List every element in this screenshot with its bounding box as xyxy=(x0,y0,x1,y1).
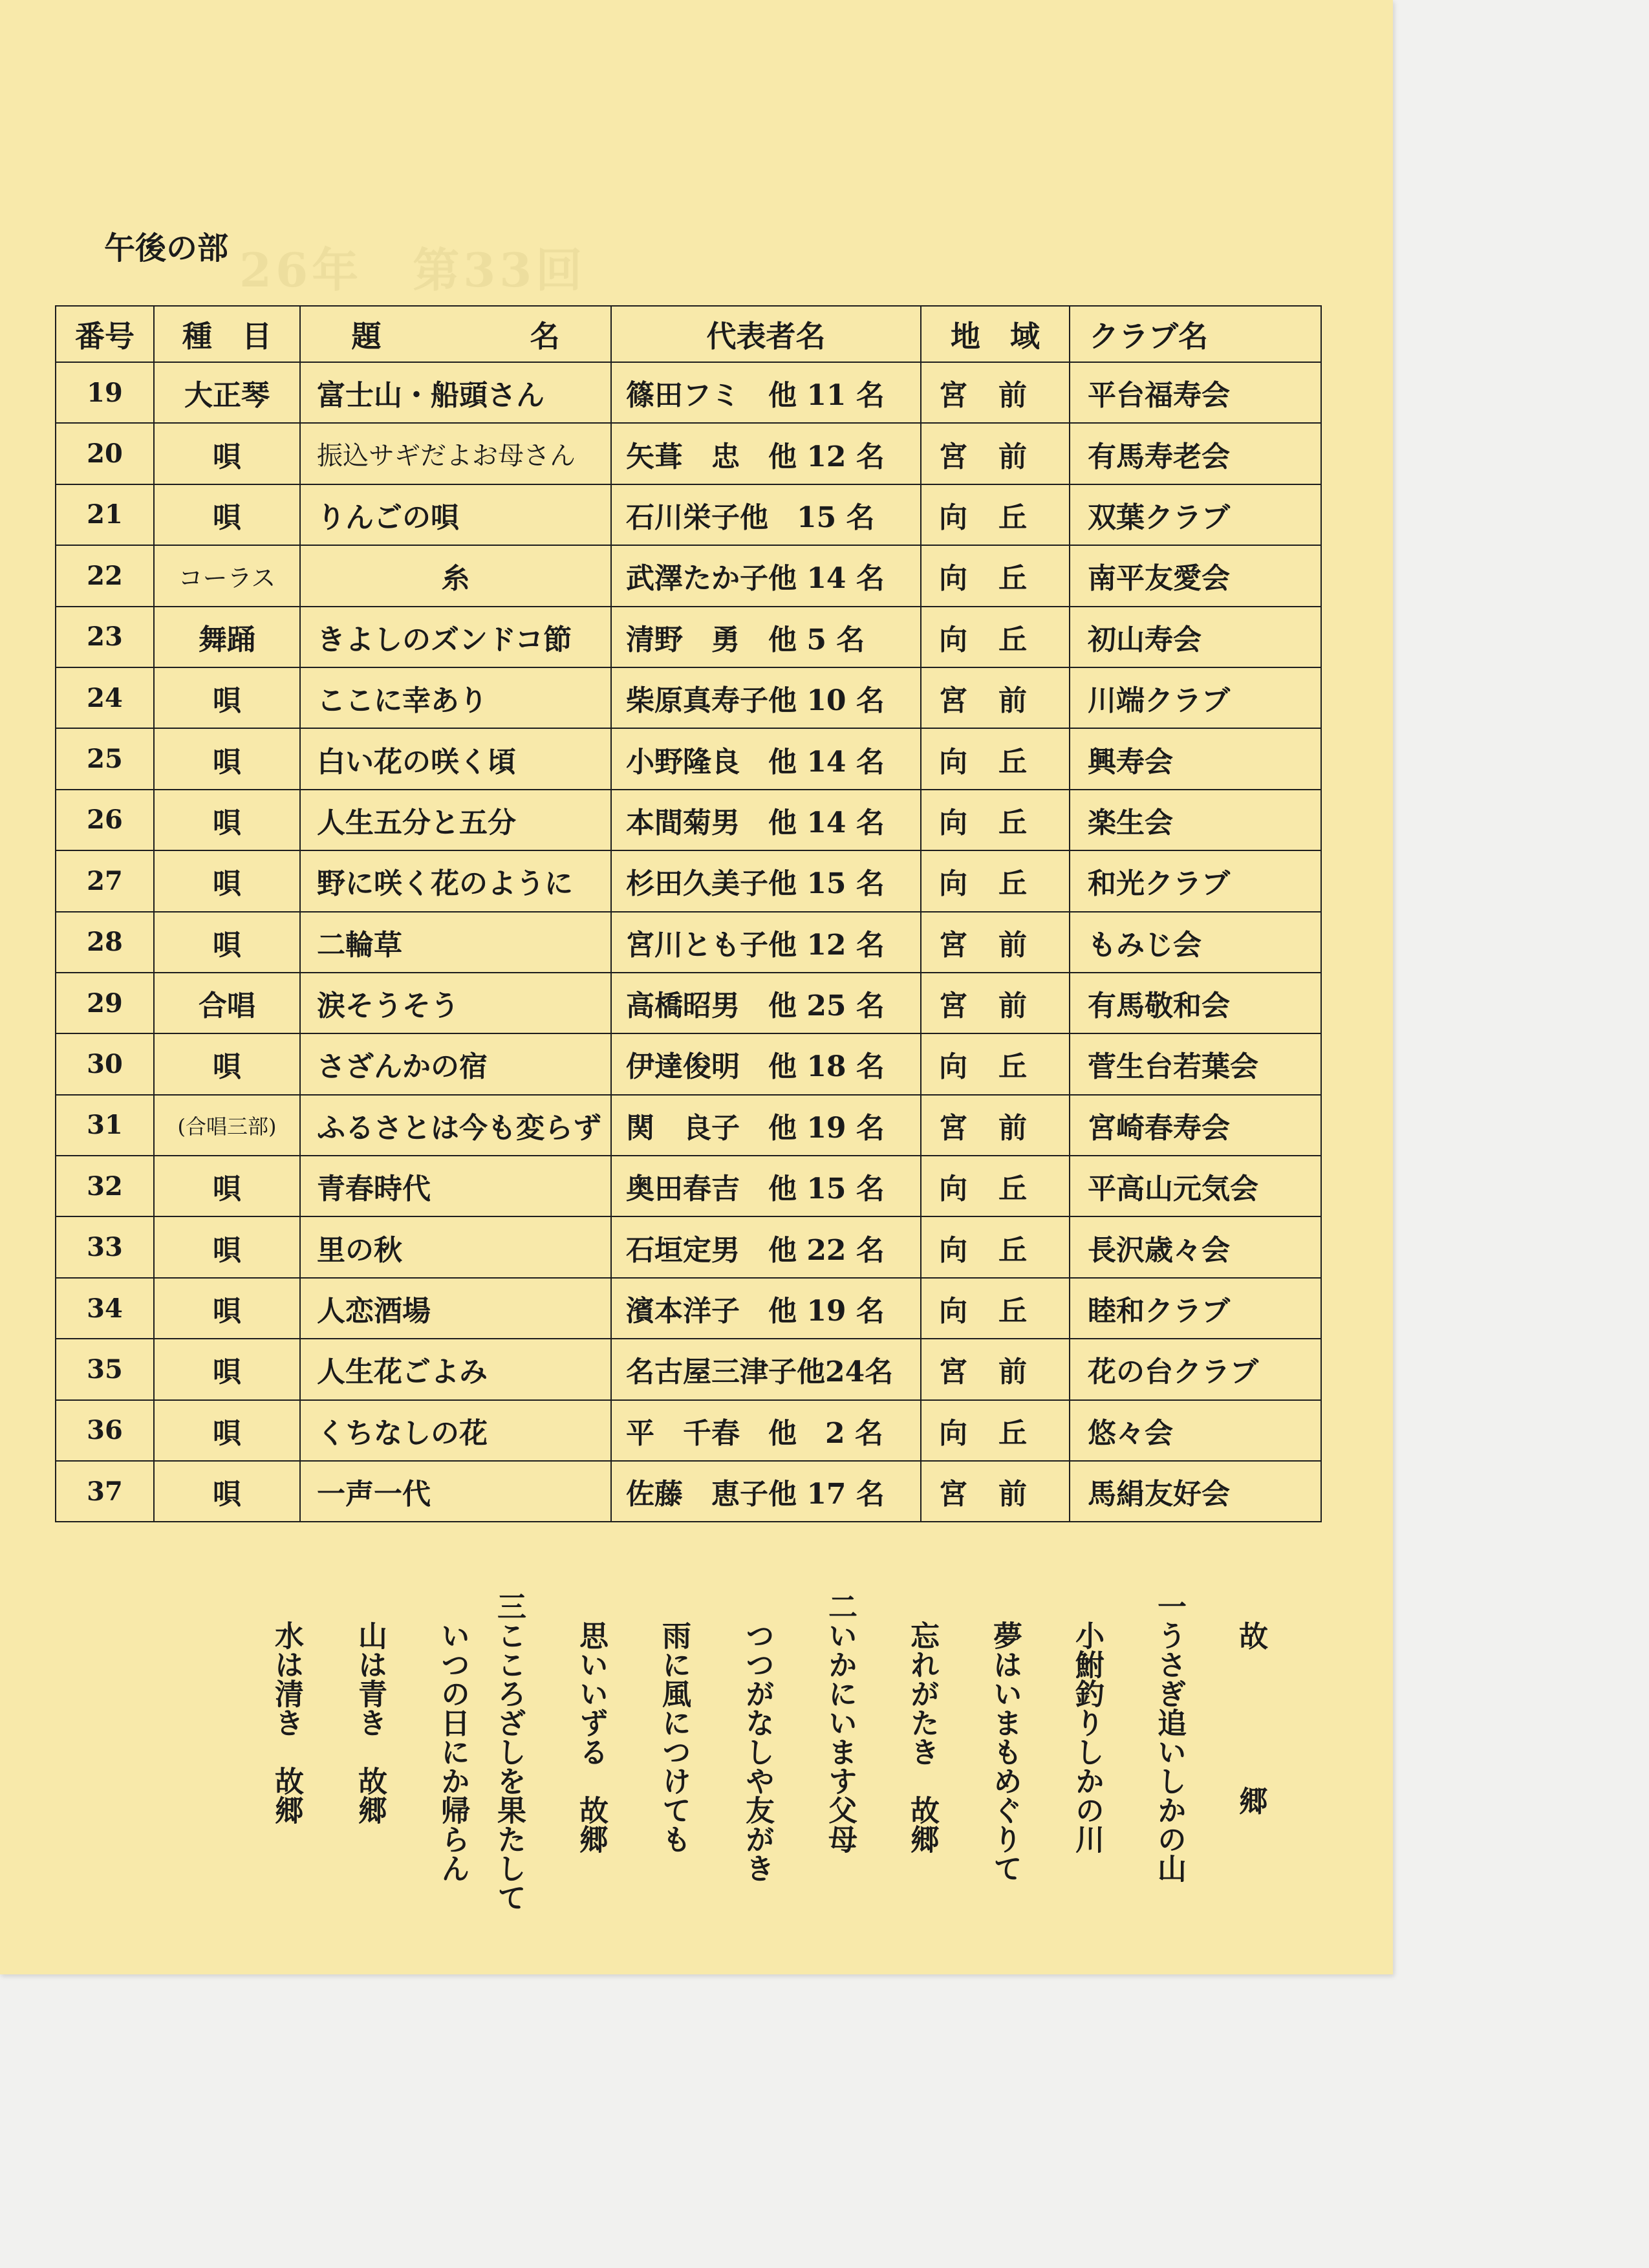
row-club: 平台福寿会 xyxy=(1070,362,1321,423)
table-row xyxy=(56,1033,1321,1094)
row-number: 35 xyxy=(56,1339,154,1399)
section-title: 午後の部 xyxy=(104,230,229,266)
row-title: 一声一代 xyxy=(300,1461,611,1522)
song-line: 山は青き 故郷 xyxy=(353,1621,387,1824)
row-genre: コーラス xyxy=(154,545,300,606)
row-area: 宮 前 xyxy=(921,423,1070,484)
header-number: 番号 xyxy=(56,306,154,362)
row-number: 29 xyxy=(56,973,154,1033)
table-row xyxy=(56,1278,1321,1339)
row-title: 青春時代 xyxy=(300,1156,611,1216)
row-number: 28 xyxy=(56,912,154,973)
song-line: 忘れがたき 故郷 xyxy=(905,1621,940,1853)
row-genre: 唄 xyxy=(154,1461,300,1522)
song-title-char: 故 xyxy=(1239,1619,1269,1654)
table-row xyxy=(56,484,1321,545)
row-leader: 伊達俊明 他 18 名 xyxy=(611,1033,921,1094)
table-header-row xyxy=(56,306,1321,362)
row-title: 里の秋 xyxy=(300,1216,611,1277)
song-line: 雨に風につけても xyxy=(657,1621,691,1853)
row-leader: 武澤たか子他 14 名 xyxy=(611,545,921,606)
song-line: 小鮒釣りしかの川 xyxy=(1070,1621,1105,1853)
row-club: 長沢歳々会 xyxy=(1070,1216,1321,1277)
table-row xyxy=(56,362,1321,423)
row-leader: 石垣定男 他 22 名 xyxy=(611,1216,921,1277)
table-row xyxy=(56,1216,1321,1277)
row-area: 宮 前 xyxy=(921,667,1070,728)
row-genre: 唄 xyxy=(154,850,300,911)
row-genre: 唄 xyxy=(154,484,300,545)
row-club: 有馬敬和会 xyxy=(1070,973,1321,1033)
row-leader: 関 良子 他 19 名 xyxy=(611,1095,921,1156)
row-genre: (合唱三部) xyxy=(154,1095,300,1156)
program-table xyxy=(55,305,1322,1522)
table-row xyxy=(56,1461,1321,1522)
row-leader: 柴原真寿子他 10 名 xyxy=(611,667,921,728)
row-title: 振込サギだよお母さん xyxy=(300,423,611,484)
row-leader: 宮川とも子他 12 名 xyxy=(611,912,921,973)
row-number: 30 xyxy=(56,1033,154,1094)
row-area: 向 丘 xyxy=(921,1156,1070,1216)
row-genre: 唄 xyxy=(154,423,300,484)
row-club: 花の台クラブ xyxy=(1070,1339,1321,1399)
row-club: 有馬寿老会 xyxy=(1070,423,1321,484)
song-line: いつの日にか帰らん xyxy=(436,1621,470,1883)
row-genre: 大正琴 xyxy=(154,362,300,423)
row-leader: 名古屋三津子他24名 xyxy=(611,1339,921,1399)
row-title: 人恋酒場 xyxy=(300,1278,611,1339)
table-row xyxy=(56,790,1321,850)
table-row xyxy=(56,1339,1321,1399)
row-club: 菅生台若葉会 xyxy=(1070,1033,1321,1094)
header-area: 地 域 xyxy=(921,306,1070,362)
row-club: 和光クラブ xyxy=(1070,850,1321,911)
row-area: 向 丘 xyxy=(921,790,1070,850)
row-club: 川端クラブ xyxy=(1070,667,1321,728)
row-number: 34 xyxy=(56,1278,154,1339)
table-row xyxy=(56,973,1321,1033)
row-area: 向 丘 xyxy=(921,1033,1070,1094)
row-number: 21 xyxy=(56,484,154,545)
header-leader: 代表者名 xyxy=(611,306,921,362)
row-club: 興寿会 xyxy=(1070,728,1321,789)
row-title: 涙そうそう xyxy=(300,973,611,1033)
row-title: ここに幸あり xyxy=(300,667,611,728)
table-row xyxy=(56,728,1321,789)
row-title: ふるさとは今も変らず xyxy=(300,1095,611,1156)
row-genre: 唄 xyxy=(154,912,300,973)
table-row xyxy=(56,423,1321,484)
row-title: 人生五分と五分 xyxy=(300,790,611,850)
row-area: 宮 前 xyxy=(921,1461,1070,1522)
row-number: 31 xyxy=(56,1095,154,1156)
row-club: 馬絹友好会 xyxy=(1070,1461,1321,1522)
row-genre: 唄 xyxy=(154,1400,300,1461)
row-number: 24 xyxy=(56,667,154,728)
row-genre: 合唱 xyxy=(154,973,300,1033)
row-club: 双葉クラブ xyxy=(1070,484,1321,545)
table-row xyxy=(56,912,1321,973)
row-club: 宮崎春寿会 xyxy=(1070,1095,1321,1156)
row-title: くちなしの花 xyxy=(300,1400,611,1461)
row-title: さざんかの宿 xyxy=(300,1033,611,1094)
row-area: 宮 前 xyxy=(921,362,1070,423)
row-area: 向 丘 xyxy=(921,728,1070,789)
row-genre: 唄 xyxy=(154,1339,300,1399)
row-genre: 唄 xyxy=(154,667,300,728)
table-row xyxy=(56,1156,1321,1216)
row-leader: 高橋昭男 他 25 名 xyxy=(611,973,921,1033)
row-number: 37 xyxy=(56,1461,154,1522)
row-area: 向 丘 xyxy=(921,545,1070,606)
row-number: 19 xyxy=(56,362,154,423)
song-title xyxy=(1239,1619,1269,1819)
table-row xyxy=(56,545,1321,606)
song-title-char: 郷 xyxy=(1239,1784,1269,1819)
row-number: 32 xyxy=(56,1156,154,1216)
row-club: 南平友愛会 xyxy=(1070,545,1321,606)
header-title: 題 名 xyxy=(300,306,611,362)
row-number: 26 xyxy=(56,790,154,850)
song-line: つつがなしや友がき xyxy=(740,1621,775,1883)
row-leader: 杉田久美子他 15 名 xyxy=(611,850,921,911)
row-title: きよしのズンドコ節 xyxy=(300,607,611,667)
row-title: 白い花の咲く頃 xyxy=(300,728,611,789)
row-title: 富士山・船頭さん xyxy=(300,362,611,423)
row-club: 睦和クラブ xyxy=(1070,1278,1321,1339)
row-number: 22 xyxy=(56,545,154,606)
row-area: 宮 前 xyxy=(921,1339,1070,1399)
row-genre: 唄 xyxy=(154,1156,300,1216)
row-number: 36 xyxy=(56,1400,154,1461)
song-line: 二いかにいます父母 xyxy=(823,1592,857,1853)
row-leader: 篠田フミ 他 11 名 xyxy=(611,362,921,423)
row-leader: 小野隆良 他 14 名 xyxy=(611,728,921,789)
table-row xyxy=(56,667,1321,728)
row-area: 宮 前 xyxy=(921,973,1070,1033)
song-line: 一うさぎ追いしかの山 xyxy=(1152,1592,1187,1883)
row-leader: 奥田春吉 他 15 名 xyxy=(611,1156,921,1216)
row-genre: 唄 xyxy=(154,1216,300,1277)
row-number: 25 xyxy=(56,728,154,789)
row-title: 糸 xyxy=(300,545,611,606)
row-number: 27 xyxy=(56,850,154,911)
row-leader: 平 千春 他 2 名 xyxy=(611,1400,921,1461)
row-leader: 濱本洋子 他 19 名 xyxy=(611,1278,921,1339)
row-leader: 矢葺 忠 他 12 名 xyxy=(611,423,921,484)
show-through-text: 26年 第33回 xyxy=(239,243,587,297)
row-area: 向 丘 xyxy=(921,1400,1070,1461)
row-leader: 佐藤 恵子他 17 名 xyxy=(611,1461,921,1522)
row-title: 野に咲く花のように xyxy=(300,850,611,911)
header-club: クラブ名 xyxy=(1070,306,1321,362)
row-genre: 舞踊 xyxy=(154,607,300,667)
row-title: りんごの唄 xyxy=(300,484,611,545)
row-genre: 唄 xyxy=(154,728,300,789)
song-line: 水は清き 故郷 xyxy=(270,1621,304,1824)
row-area: 宮 前 xyxy=(921,912,1070,973)
row-club: もみじ会 xyxy=(1070,912,1321,973)
row-title: 二輪草 xyxy=(300,912,611,973)
row-number: 20 xyxy=(56,423,154,484)
row-leader: 本間菊男 他 14 名 xyxy=(611,790,921,850)
row-area: 向 丘 xyxy=(921,1216,1070,1277)
row-genre: 唄 xyxy=(154,1278,300,1339)
table-row xyxy=(56,1095,1321,1156)
row-number: 33 xyxy=(56,1216,154,1277)
song-line: 三こころざしを果たして xyxy=(492,1592,526,1912)
table-row xyxy=(56,850,1321,911)
table-row xyxy=(56,1400,1321,1461)
row-club: 平高山元気会 xyxy=(1070,1156,1321,1216)
row-area: 向 丘 xyxy=(921,1278,1070,1339)
row-area: 宮 前 xyxy=(921,1095,1070,1156)
row-title: 人生花ごよみ xyxy=(300,1339,611,1399)
row-area: 向 丘 xyxy=(921,484,1070,545)
row-genre: 唄 xyxy=(154,790,300,850)
header-genre: 種 目 xyxy=(154,306,300,362)
row-leader: 石川栄子他 15 名 xyxy=(611,484,921,545)
row-club: 悠々会 xyxy=(1070,1400,1321,1461)
row-leader: 清野 勇 他 5 名 xyxy=(611,607,921,667)
row-number: 23 xyxy=(56,607,154,667)
table-row xyxy=(56,607,1321,667)
row-area: 向 丘 xyxy=(921,607,1070,667)
song-line: 夢はいまもめぐりて xyxy=(988,1621,1022,1883)
row-club: 初山寿会 xyxy=(1070,607,1321,667)
row-club: 楽生会 xyxy=(1070,790,1321,850)
song-line: 思いいずる 故郷 xyxy=(574,1621,609,1853)
row-area: 向 丘 xyxy=(921,850,1070,911)
row-genre: 唄 xyxy=(154,1033,300,1094)
